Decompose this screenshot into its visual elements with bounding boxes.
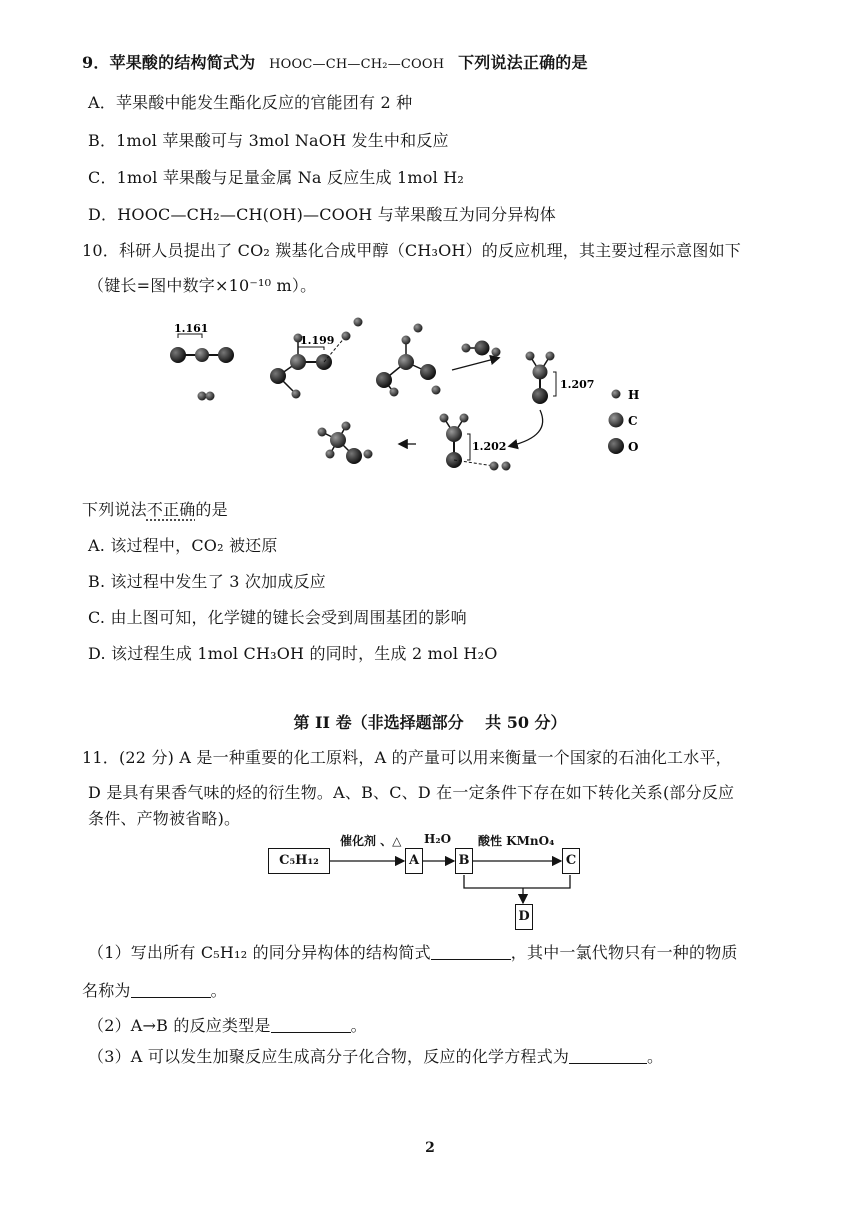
q10-stem-line2: （键长=图中数字×10⁻¹⁰ m）。 (88, 276, 317, 295)
q9-stem-pre: 9．苹果酸的结构简式为 (82, 53, 256, 72)
legend-c: C (628, 414, 638, 428)
malic-acid-formula: HOOC—CH—CH₂—COOH (269, 57, 445, 72)
section-2-title: 第 II 卷（非选择题部分 共 50 分） (293, 713, 567, 732)
q9-stem (82, 50, 588, 73)
q9-stem-post: 下列说法正确的是 (458, 53, 588, 72)
q11-stem-line3: 条件、产物被省略)。 (88, 809, 241, 828)
bond-label-1202: 1.202 (472, 440, 507, 453)
q11-sub1-post: ，其中一氯代物只有一种的物质 (510, 943, 738, 962)
flow-box-d: D (515, 904, 533, 930)
q11-sub1-line2-post: 。 (210, 981, 227, 1000)
flow-box-c5h12: C₅H₁₂ (268, 848, 330, 874)
answer-blank-1[interactable] (431, 943, 511, 960)
q11-sub3-pre: （3）A 可以发生加聚反应生成高分子化合物，反应的化学方程式为 (88, 1047, 570, 1066)
q10-prompt-post: 的是 (195, 500, 228, 519)
answer-blank-2[interactable] (131, 981, 211, 998)
flow-box-a: A (405, 848, 423, 874)
q11-sub2 (88, 1013, 367, 1036)
q11-sub3 (88, 1044, 663, 1067)
h2-molecule (198, 392, 215, 401)
q11-sub2-post: 。 (350, 1016, 367, 1035)
q10-prompt-emphasis: 不正确 (146, 500, 196, 519)
formaldehyde-molecule (526, 352, 557, 405)
atom-legend (608, 390, 624, 455)
q10-prompt (82, 497, 228, 520)
legend-h: H (628, 388, 640, 402)
intermediate-2 (376, 324, 441, 397)
flow-condition-catalyst: 催化剂 、△ (340, 834, 402, 848)
flow-box-b: B (455, 848, 473, 874)
page-number: 2 (425, 1140, 435, 1156)
q10-stem-line1: 10．科研人员提出了 CO₂ 羰基化合成甲醇（CH₃OH）的反应机理，其主要过程示意图如下 (82, 241, 741, 260)
flow-condition-kmno4: 酸性 KMnO₄ (478, 834, 555, 848)
bond-label-1161: 1.161 (174, 322, 209, 335)
q10-option-b: B. 该过程中发生了 3 次加成反应 (88, 572, 326, 591)
q11-stem-line1: 11．(22 分) A 是一种重要的化工原料，A 的产量可以用来衡量一个国家的石油化工水平， (82, 748, 732, 767)
q10-option-d: D. 该过程生成 1mol CH₃OH 的同时，生成 2 mol H₂O (88, 644, 498, 663)
q10-option-a: A. 该过程中，CO₂ 被还原 (88, 536, 278, 555)
q11-sub1-line1 (88, 940, 738, 963)
bond-label-1207: 1.207 (560, 378, 595, 391)
q9-option-d: D．HOOC—CH₂—CH(OH)—COOH 与苹果酸互为同分异构体 (88, 205, 556, 224)
methanol-molecule (318, 422, 373, 465)
q11-sub1-pre: （1）写出所有 C₅H₁₂ 的同分异构体的结构简式 (88, 943, 431, 962)
water-molecule (462, 341, 501, 357)
legend-o: O (628, 440, 639, 454)
answer-blank-4[interactable] (569, 1047, 647, 1064)
flow-box-c: C (562, 848, 580, 874)
q11-sub1-line2-pre: 名称为 (82, 981, 131, 1000)
mechanism-diagram (160, 310, 660, 480)
intermediate-1 (270, 318, 363, 399)
q9-option-a: A．苹果酸中能发生酯化反应的官能团有 2 种 (88, 93, 413, 112)
bond-label-1199: 1.199 (300, 334, 335, 347)
co2-molecule (170, 334, 234, 363)
q11-sub1-line2 (82, 978, 227, 1001)
q11-stem-line2: D 是具有果香气味的烃的衍生物。A、B、C、D 在一定条件下存在如下转化关系(部分反应 (88, 783, 735, 802)
q9-option-b: B．1mol 苹果酸可与 3mol NaOH 发生中和反应 (88, 131, 449, 150)
q9-option-c: C．1mol 苹果酸与足量金属 Na 反应生成 1mol H₂ (88, 168, 464, 187)
q10-prompt-pre: 下列说法 (82, 500, 147, 519)
flow-condition-water: H₂O (424, 832, 452, 846)
q10-option-c: C. 由上图可知，化学键的键长会受到周围基团的影响 (88, 608, 467, 627)
answer-blank-3[interactable] (271, 1016, 351, 1033)
q11-sub3-post: 。 (647, 1047, 664, 1066)
q11-sub2-pre: （2）A→B 的反应类型是 (88, 1016, 271, 1035)
